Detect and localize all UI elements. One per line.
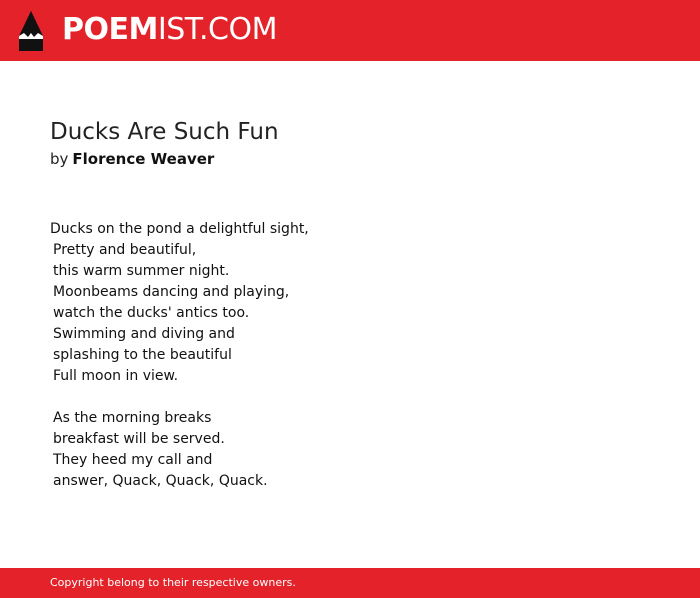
poem-line: Pretty and beautiful, bbox=[53, 242, 197, 258]
poem-line: Moonbeams dancing and playing, bbox=[53, 284, 290, 300]
copyright-text: Copyright belong to their respective owners. bbox=[50, 576, 296, 589]
stanza-gap bbox=[50, 387, 450, 408]
site-logo[interactable] bbox=[62, 12, 277, 48]
poem-line: breakfast will be served. bbox=[53, 431, 225, 447]
poem-line: Swimming and diving and bbox=[53, 326, 235, 342]
poem-line: this warm summer night. bbox=[53, 263, 230, 279]
logo-bold-text: POEM bbox=[62, 12, 158, 47]
poem-line: watch the ducks' antics too. bbox=[53, 305, 250, 321]
author-name: Florence Weaver bbox=[72, 150, 215, 168]
pencil-icon[interactable] bbox=[18, 10, 44, 52]
poem-title: Ducks Are Such Fun bbox=[50, 119, 279, 145]
poem-byline bbox=[50, 149, 214, 169]
site-footer bbox=[0, 568, 700, 598]
logo-light-text: IST.COM bbox=[157, 12, 277, 47]
poem-body bbox=[50, 219, 450, 492]
poem-line: splashing to the beautiful bbox=[53, 347, 232, 363]
site-header bbox=[0, 0, 700, 61]
poem-line: answer, Quack, Quack, Quack. bbox=[53, 473, 268, 489]
poem-line: As the morning breaks bbox=[53, 410, 212, 426]
poem-line: They heed my call and bbox=[53, 452, 213, 468]
by-label: by bbox=[50, 150, 69, 168]
poem-line: Full moon in view. bbox=[53, 368, 179, 384]
poem-line: Ducks on the pond a delightful sight, bbox=[50, 221, 309, 237]
